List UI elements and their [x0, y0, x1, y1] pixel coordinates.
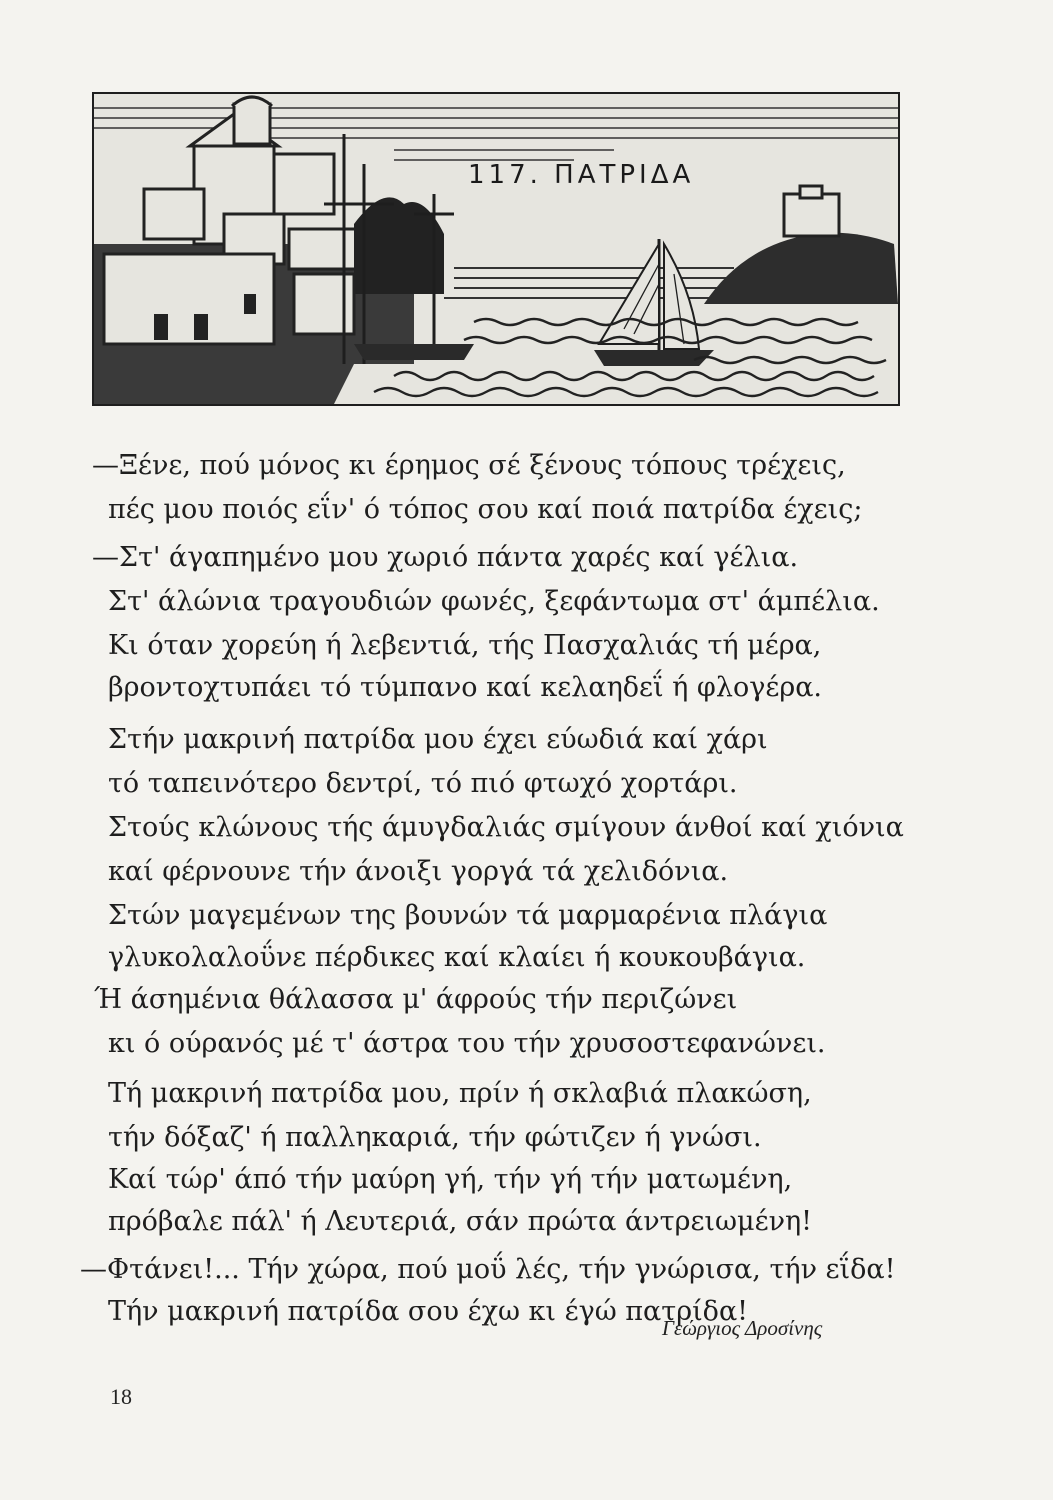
poem-line: πρόβαλε πάλ' ή Λευτεριά, σάν πρώτα άντρειωμένη!: [108, 1206, 813, 1237]
poem-line: τό ταπεινότερο δεντρί, τό πιό φτωχό χορτάρι.: [108, 768, 738, 799]
poem-line: Τή μακρινή πατρίδα μου, πρίν ή σκλαβιά πλακώση,: [108, 1078, 812, 1109]
poem-line: γλυκολαλοΰνε πέρδικες καί κλαίει ή κουκουβάγια.: [108, 942, 806, 973]
poem-line: κι ό ούρανός μέ τ' άστρα του τήν χρυσοστεφανώνει.: [108, 1028, 826, 1059]
harbor-woodcut-image: [94, 94, 898, 404]
chapter-title: 117. ΠΑΤΡΙΔΑ: [468, 160, 695, 190]
poem-line: καί φέρνουνε τήν άνοιξι γοργά τά χελιδόνια.: [108, 856, 729, 887]
poem-line: Τήν μακρινή πατρίδα σου έχω κι έγώ πατρίδα!: [108, 1296, 749, 1327]
poem-line: τήν δόξαζ' ή παλληκαριά, τήν φώτιζεν ή γνώσι.: [108, 1122, 762, 1153]
poem-line: Στών μαγεμένων της βουνών τά μαρμαρένια πλάγια: [108, 900, 828, 931]
poem-line: Στ' άλώνια τραγουδιών φωνές, ξεφάντωμα στ' άμπέλια.: [108, 586, 880, 617]
poem-author: Γεώργιος Δροσίνης: [662, 1316, 823, 1340]
poem-line: βροντοχτυπάει τό τύμπανο καί κελαηδεΐ ή φλογέρα.: [108, 672, 823, 703]
poem-line: Στήν μακρινή πατρίδα μου έχει εύωδιά καί χάρι: [108, 724, 768, 755]
poem-line: —Στ' άγαπημένο μου χωριό πάντα χαρές καί γέλια.: [92, 542, 799, 573]
poem-line: Καί τώρ' άπό τήν μαύρη γή, τήν γή τήν ματωμένη,: [108, 1164, 793, 1195]
poem-line: —Ξένε, πού μόνος κι έρημος σέ ξένους τόπους τρέχεις,: [92, 450, 846, 481]
poem-line: —Φτάνει!... Τήν χώρα, πού μοΰ λές, τήν γνώρισα, τήν εΐδα!: [80, 1254, 896, 1285]
page-number: 18: [110, 1384, 132, 1409]
poem-line: Ή άσημένια θάλασσα μ' άφρούς τήν περιζώνει: [94, 984, 738, 1015]
poem-line: πές μου ποιός εΐν' ό τόπος σου καί ποιά πατρίδα έχεις;: [108, 494, 863, 525]
harbor-illustration: [92, 92, 900, 406]
poem-line: Κι όταν χορεύη ή λεβεντιά, τής Πασχαλιάς τή μέρα,: [108, 630, 822, 661]
poem-line: Στούς κλώνους τής άμυγδαλιάς σμίγουν άνθοί καί χιόνια: [108, 812, 904, 843]
